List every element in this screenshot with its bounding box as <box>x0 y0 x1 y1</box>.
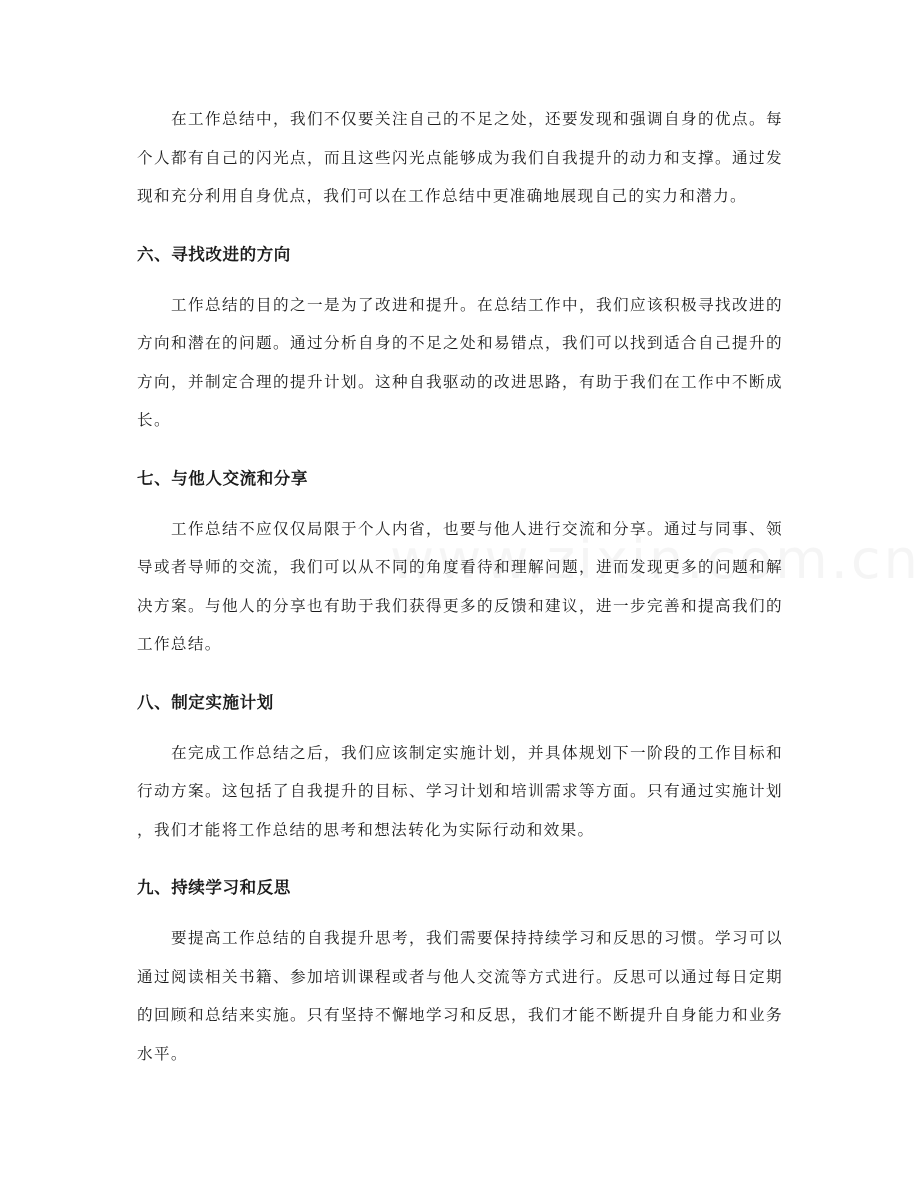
section-heading: 七、与他人交流和分享 <box>137 468 308 488</box>
section-heading: 八、制定实施计划 <box>137 692 274 712</box>
intro-paragraph: 在工作总结中，我们不仅要关注自己的不足之处，还要发现和强调自身的优点。每个人都有自己的闪光点，而且这些闪光点能够成为我们自我提升的动力和支撑。通过发现和充分利用自身优点，我们可以在工作总结中更准确地展现自己的实力和潜力。 <box>137 110 783 205</box>
document-page <box>137 100 783 1073</box>
section-8 <box>137 691 783 850</box>
section-7 <box>137 467 783 664</box>
section-body: 要提高工作总结的自我提升思考，我们需要保持持续学习和反思的习惯。学习可以通过阅读相关书籍、参加培训课程或者与他人交流等方式进行。反思可以通过每日定期的回顾和总结来实施。只有坚持不懈地学习和反思，我们才能不断提升自身能力和业务水平。 <box>137 929 783 1063</box>
section-body: 工作总结的目的之一是为了改进和提升。在总结工作中，我们应该积极寻找改进的方向和潜在的问题。通过分析自身的不足之处和易错点，我们可以找到适合自己提升的方向，并制定合理的提升计划。这种自我驱动的改进思路，有助于我们在工作中不断成长。 <box>137 295 783 429</box>
section-6 <box>137 243 783 440</box>
section-body: 工作总结不应仅仅局限于个人内省，也要与他人进行交流和分享。通过与同事、领导或者导师的交流，我们可以从不同的角度看待和理解问题，进而发现更多的问题和解决方案。与他人的分享也有助于我们获得更多的反馈和建议，进一步完善和提高我们的工作总结。 <box>137 519 783 653</box>
section-heading: 六、寻找改进的方向 <box>137 244 291 264</box>
section-9 <box>137 876 783 1073</box>
section-heading: 九、持续学习和反思 <box>137 878 291 897</box>
section-body: 在完成工作总结之后，我们应该制定实施计划，并具体规划下一阶段的工作目标和行动方案。这包括了自我提升的目标、学习计划和培训需求等方面。只有通过实施计划，我们才能将工作总结的思考和想法转化为实际行动和效果。 <box>137 743 783 839</box>
